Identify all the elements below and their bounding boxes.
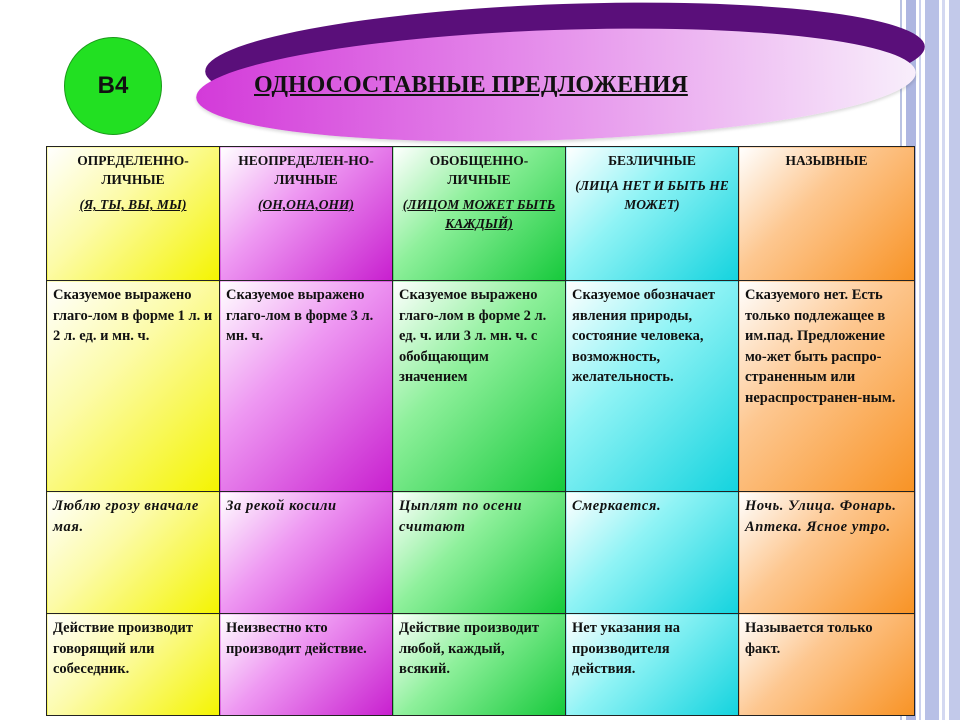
- note-cell: Действие производит любой, каждый, всякий.: [393, 614, 566, 716]
- example-cell: Ночь. Улица. Фонарь. Аптека. Ясное утро.: [739, 492, 915, 614]
- example-cell: Цыплят по осени считают: [393, 492, 566, 614]
- header-cell-indefinite: [220, 147, 393, 281]
- header-title: ОПРЕДЕЛЕННО-ЛИЧНЫЕ: [77, 153, 189, 188]
- one-part-sentences-table: [46, 146, 915, 716]
- page-title: ОДНОСОСТАВНЫЕ ПРЕДЛОЖЕНИЯ: [254, 72, 688, 98]
- description-cell: Сказуемое обозначает явления природы, состояние человека, возможность, желательность.: [566, 281, 739, 492]
- header-subtitle: (ОН,ОНА,ОНИ): [258, 197, 354, 213]
- note-row: [47, 614, 915, 716]
- header-title: НЕОПРЕДЕЛЕН-НО-ЛИЧНЫЕ: [238, 153, 374, 188]
- note-cell: Действие производит говорящий или собеседник.: [47, 614, 220, 716]
- header-title: ОБОБЩЕННО-ЛИЧНЫЕ: [429, 153, 529, 188]
- note-cell: Нет указания на производителя действия.: [566, 614, 739, 716]
- header-row: [47, 147, 915, 281]
- task-badge: B4: [64, 37, 162, 135]
- description-cell: Сказуемого нет. Есть только подлежащее в им.пад. Предложение мо-жет быть распро-страненным или нераспространен-ным.: [739, 281, 915, 492]
- header-title: НАЗЫВНЫЕ: [785, 153, 868, 168]
- description-row: [47, 281, 915, 492]
- header-subtitle: (ЛИЦА НЕТ И БЫТЬ НЕ МОЖЕТ): [575, 178, 729, 213]
- description-cell: Сказуемое выражено глаго-лом в форме 1 л. и 2 л. ед. и мн. ч.: [47, 281, 220, 492]
- example-cell: Люблю грозу вначале мая.: [47, 492, 220, 614]
- note-cell: Неизвестно кто производит действие.: [220, 614, 393, 716]
- example-cell: Смеркается.: [566, 492, 739, 614]
- description-cell: Сказуемое выражено глаго-лом в форме 3 л. мн. ч.: [220, 281, 393, 492]
- note-cell: Называется только факт.: [739, 614, 915, 716]
- header-subtitle: (Я, ТЫ, ВЫ, МЫ): [79, 197, 187, 213]
- header-title: БЕЗЛИЧНЫЕ: [608, 153, 696, 168]
- header-cell-generalized: [393, 147, 566, 281]
- example-cell: За рекой косили: [220, 492, 393, 614]
- header-cell-impersonal: [566, 147, 739, 281]
- example-row: [47, 492, 915, 614]
- description-cell: Сказуемое выражено глаго-лом в форме 2 л. ед. ч. или 3 л. мн. ч. с обобщающим значением: [393, 281, 566, 492]
- header-cell-nominative: [739, 147, 915, 281]
- header-cell-definite: [47, 147, 220, 281]
- header-subtitle: (ЛИЦОМ МОЖЕТ БЫТЬ КАЖДЫЙ): [402, 197, 556, 232]
